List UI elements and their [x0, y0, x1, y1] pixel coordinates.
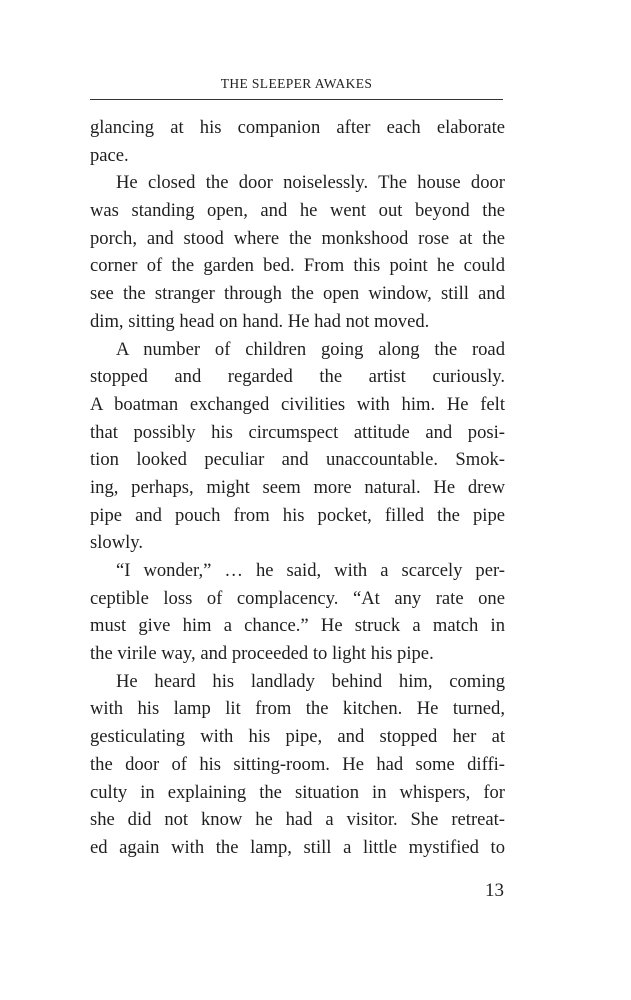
text-line: glancing at his companion after each elaborate: [90, 117, 505, 138]
text-line: pace.: [90, 144, 129, 166]
text-line: porch, and stood where the monkshood rose at the: [90, 227, 505, 249]
text-line: pipe and pouch from his pocket, filled the pipe: [90, 504, 505, 526]
text-line: corner of the garden bed. From this point he could: [90, 255, 505, 277]
text-line: that possibly his circumspect attitude and posi-: [90, 421, 505, 443]
text-line: A number of children going along the road: [116, 338, 505, 360]
page-number: 13: [485, 880, 504, 901]
text-line: with his lamp lit from the kitchen. He turned,: [90, 698, 505, 720]
text-line: A boatman exchanged civilities with him. He felt: [90, 393, 505, 415]
text-line: ing, perhaps, might seem more natural. He drew: [90, 476, 505, 498]
text-line: ceptible loss of complacency. “At any rate one: [90, 587, 505, 609]
text-line: must give him a chance.” He struck a match in: [90, 615, 505, 637]
text-line: dim, sitting head on hand. He had not moved.: [90, 310, 430, 332]
text-line: tion looked peculiar and unaccountable. Smok-: [90, 449, 505, 471]
text-line: slowly.: [90, 532, 144, 554]
text-line: gesticulating with his pipe, and stopped her at: [90, 726, 505, 748]
text-line: the virile way, and proceeded to light his pipe.: [90, 643, 434, 665]
running-head: THE SLEEPER AWAKES: [220, 76, 373, 91]
text-line: He heard his landlady behind him, coming: [116, 670, 505, 692]
text-line: she did not know he had a visitor. She retreat-: [90, 809, 505, 831]
body-text: [90, 114, 505, 862]
text-line: the door of his sitting-room. He had some diffi-: [90, 753, 505, 775]
text-line: culty in explaining the situation in whispers, for: [90, 781, 505, 803]
text-line: He closed the door noiselessly. The house door: [116, 172, 505, 194]
header-rule: [90, 99, 503, 100]
text-line: “I wonder,” … he said, with a scarcely per-: [116, 560, 505, 581]
text-line: was standing open, and he went out beyond the: [90, 200, 505, 222]
text-line: ed again with the lamp, still a little mystified to: [90, 836, 505, 858]
text-line: see the stranger through the open window, still and: [90, 283, 505, 305]
text-line: stopped and regarded the artist curiously.: [90, 366, 505, 388]
